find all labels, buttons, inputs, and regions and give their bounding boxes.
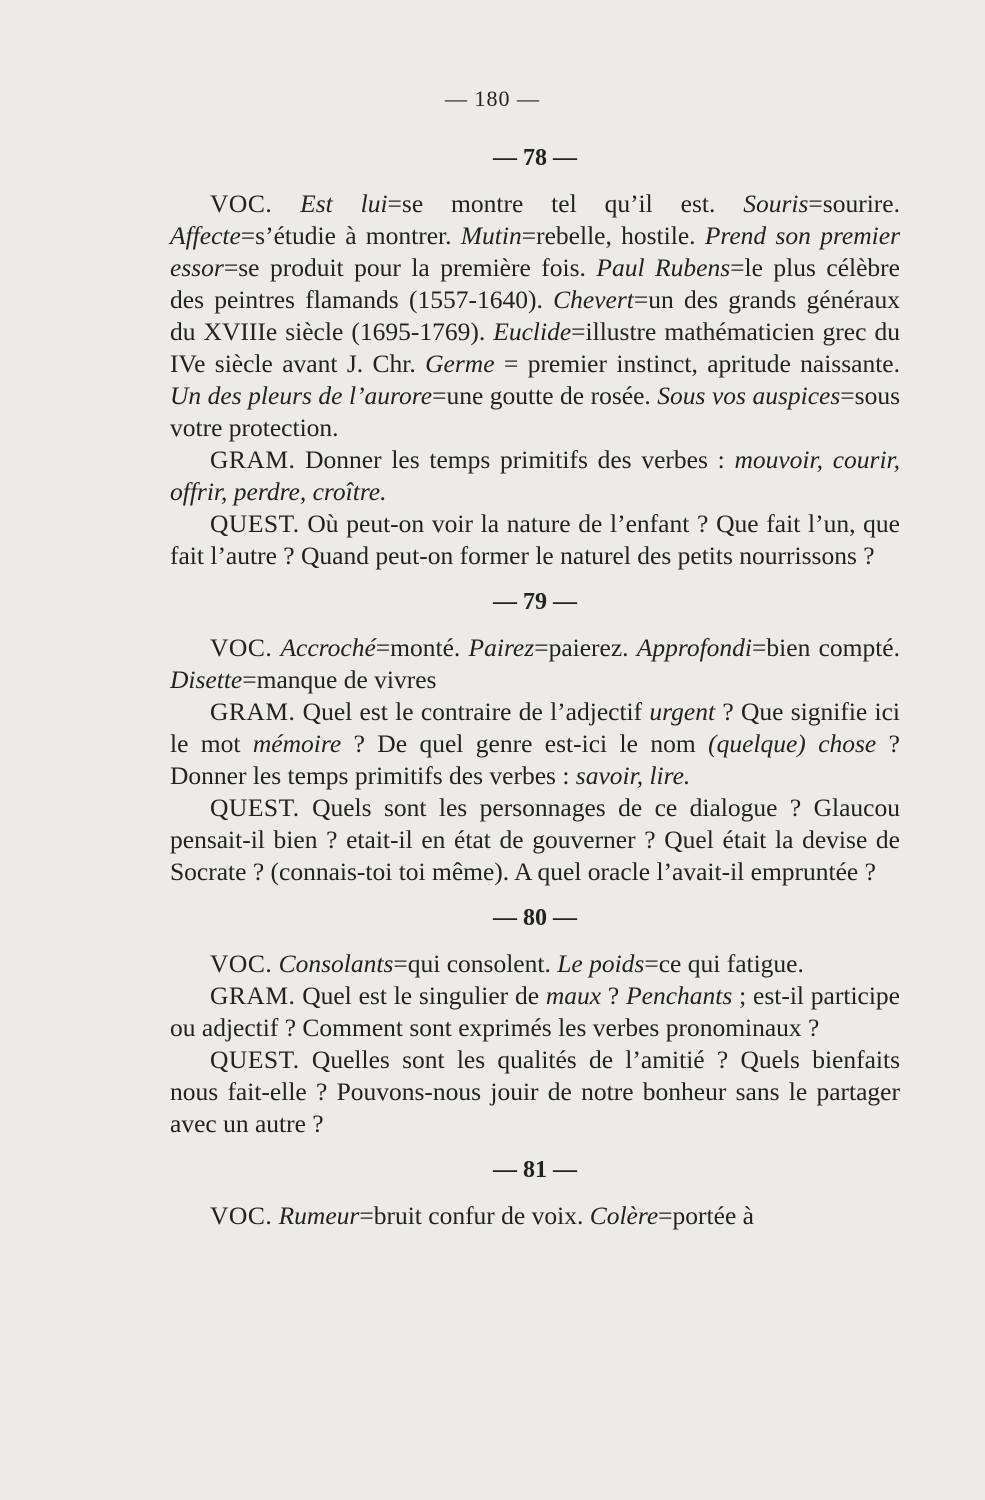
text-run: =paierez.: [534, 633, 637, 662]
section-number: — 79 —: [493, 589, 577, 615]
exercise-paragraph: [170, 508, 900, 572]
text-run: =s’étudie à montrer.: [240, 221, 461, 250]
paragraph-label: GRAM.: [210, 697, 296, 726]
text-run: ? De quel genre est-ici le nom: [341, 729, 709, 758]
text-run: Quelles sont les qualités de l’amitié ? Quels bienfaits nous fait-elle ? Pouvons-nous jouir de notre bonheur sans le partager avec un autre ?: [170, 1045, 900, 1138]
italic-term: Le poids: [557, 949, 645, 978]
paragraph-label: VOC.: [210, 633, 273, 662]
italic-term: Consolants: [278, 949, 394, 978]
text-run: =manque de vivres: [242, 665, 437, 694]
paragraph-label: QUEST.: [210, 509, 300, 538]
italic-term: Accroché: [280, 633, 376, 662]
text-run: =sourire.: [808, 189, 900, 218]
text-run: [272, 189, 300, 218]
exercise-paragraph: [170, 188, 900, 444]
text-run: =rebelle, hostile.: [521, 221, 705, 250]
text-run: =se montre tel qu’il est.: [387, 189, 744, 218]
text-run: Quel est le singulier de: [295, 981, 546, 1010]
italic-term: Prend son premier essor: [170, 221, 900, 282]
page-body: [170, 142, 900, 1232]
exercise-paragraph: [170, 632, 900, 696]
italic-term: savoir, lire.: [575, 761, 691, 790]
italic-term: Affecte: [170, 221, 241, 250]
text-run: =le plus célèbre des peintres flamands (1557-1640).: [170, 253, 900, 314]
italic-term: Penchants: [626, 981, 733, 1010]
paragraph-label: VOC.: [210, 189, 273, 218]
exercise-paragraph: [170, 980, 900, 1044]
italic-term: Sous vos auspices: [657, 381, 841, 410]
exercise-section: [170, 902, 900, 1140]
exercise-section: [170, 1154, 900, 1232]
text-run: =ce qui fatigue.: [644, 949, 804, 978]
exercise-paragraph: [170, 444, 900, 508]
exercise-paragraph: [170, 948, 900, 980]
italic-term: Germe: [425, 349, 495, 378]
paragraph-label: QUEST.: [210, 1045, 300, 1074]
text-run: Où peut-on voir la nature de l’enfant ? Que fait l’un, que fait l’autre ? Quand peut-on former le naturel des petits nourrissons ?: [170, 509, 900, 570]
exercise-paragraph: [170, 1044, 900, 1140]
exercise-paragraph: [170, 696, 900, 792]
italic-term: (quelque) chose: [708, 729, 877, 758]
text-run: =bruit confur de voix.: [359, 1201, 590, 1230]
exercise-paragraph: [170, 1200, 900, 1232]
italic-term: Chevert: [553, 285, 634, 314]
exercise-paragraph: [170, 792, 900, 888]
text-run: ? Donner les temps primitifs des verbes :: [170, 729, 900, 790]
text-run: =qui consolent.: [393, 949, 558, 978]
italic-term: Un des pleurs de l’aurore: [170, 381, 433, 410]
paragraph-label: GRAM.: [210, 445, 296, 474]
text-run: Quels sont les personnages de ce dialogue ? Glaucou pensait-il bien ? etait-il en état de gouverner ? Quel était la devise de Socrate ? (connais-toi toi même). A quel oracle l’avait-il empruntée ?: [170, 793, 900, 886]
text-run: =bien compté.: [752, 633, 900, 662]
italic-term: Euclide: [493, 317, 572, 346]
italic-term: maux: [545, 981, 602, 1010]
italic-term: Approfondi: [636, 633, 753, 662]
italic-term: Colère: [589, 1201, 659, 1230]
italic-term: urgent: [649, 697, 716, 726]
section-number: — 78 —: [493, 145, 577, 171]
italic-term: Est lui: [300, 189, 388, 218]
section-number: — 80 —: [493, 905, 577, 931]
italic-term: mouvoir, courir, offrir, perdre, croître.: [170, 445, 901, 506]
paragraph-label: QUEST.: [210, 793, 300, 822]
text-run: Quel est le contraire de l’adjectif: [295, 697, 650, 726]
text-run: =illustre mathématicien grec du IVe siècle avant J. Chr.: [170, 317, 900, 378]
paragraph-label: GRAM.: [210, 981, 296, 1010]
exercise-section: [170, 586, 900, 888]
italic-term: mémoire: [252, 729, 342, 758]
text-run: =un des grands généraux du XVIIIe siècle (1695-1769).: [170, 285, 900, 346]
italic-term: Mutin: [460, 221, 522, 250]
paragraph-label: VOC.: [210, 1201, 273, 1230]
text-run: Donner les temps primitifs des verbes :: [295, 445, 735, 474]
text-run: =se produit pour la première fois.: [223, 253, 597, 282]
italic-term: Rumeur: [278, 1201, 360, 1230]
paragraph-label: VOC.: [210, 949, 273, 978]
text-run: ; est-il participe ou adjectif ? Comment sont exprimés les verbes pronominaux ?: [170, 981, 901, 1042]
text-run: ?: [601, 981, 627, 1010]
text-run: =portée à: [658, 1201, 754, 1230]
text-run: ? Que signifie ici le mot: [170, 697, 900, 758]
italic-term: Disette: [170, 665, 243, 694]
text-run: =une goutte de rosée.: [432, 381, 658, 410]
section-number: — 81 —: [493, 1157, 577, 1183]
text-run: =monté.: [375, 633, 469, 662]
text-run: =sous votre protection.: [170, 381, 901, 442]
italic-term: Pairez: [468, 633, 535, 662]
italic-term: Paul Rubens: [596, 253, 731, 282]
exercise-section: [170, 142, 900, 572]
text-run: = premier instinct, apritude naissante.: [494, 349, 900, 378]
italic-term: Souris: [743, 189, 809, 218]
page-number: — 180 —: [445, 86, 540, 111]
